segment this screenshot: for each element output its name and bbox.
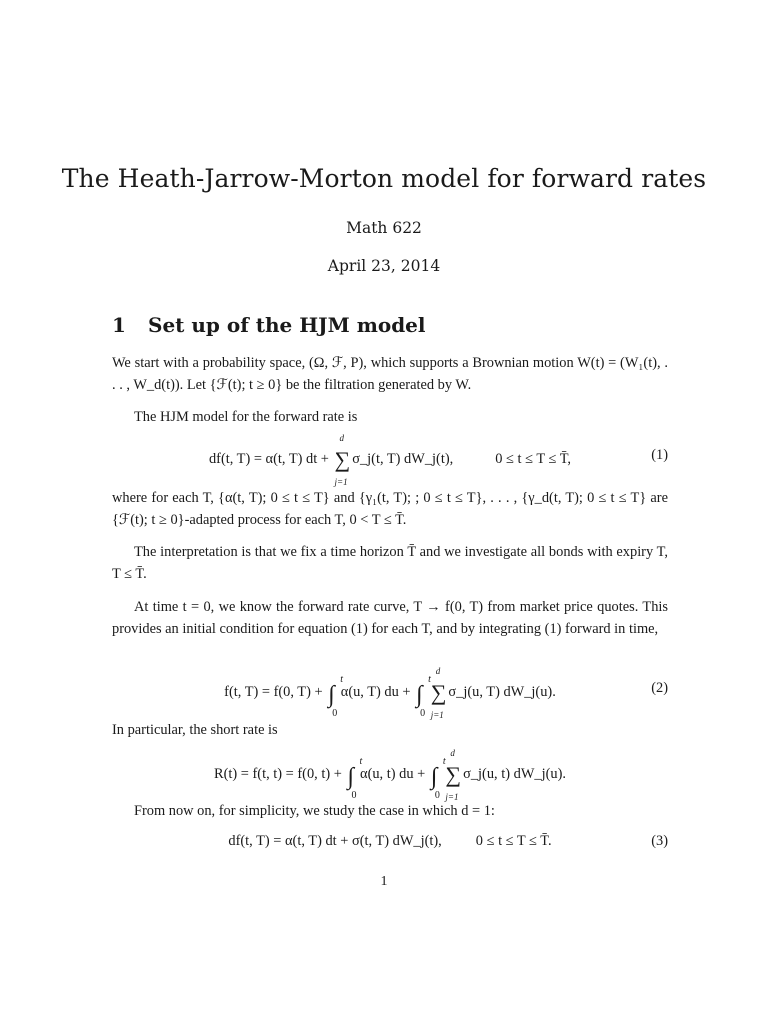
sum-symbol: ∑ d j=1 <box>445 748 462 802</box>
equation-3 <box>112 823 668 863</box>
equation-1 <box>112 433 668 487</box>
paper-author: Math 622 <box>346 219 422 237</box>
paragraph-simplification: From now on, for simplicity, we study the case in which d = 1: <box>134 803 495 819</box>
eq2-tag: (2) <box>651 680 668 696</box>
integral-symbol: ∫ t 0 <box>416 674 431 719</box>
page-number: 1 <box>380 874 388 889</box>
eq1-tag: (1) <box>651 447 668 463</box>
paragraph-intro: We start with a probability space, (Ω, ℱ, P), which supports a Brownian motion W(t) = (W₁(t), . . . , W_d(t)). Let {ℱ(t); t ≥ 0} be the filtration generated by W. <box>112 355 668 393</box>
equation-2 <box>112 666 668 720</box>
eq2-rhs: σ_j(u, T) dW_j(u). <box>448 684 556 700</box>
eq3-tag: (3) <box>651 833 668 849</box>
equation-short-rate <box>112 748 668 802</box>
paragraph-model-intro: The HJM model for the forward rate is <box>134 409 358 425</box>
section-title: Set up of the HJM model <box>148 313 426 337</box>
eq1-lhs: df(t, T) = α(t, T) dt + <box>208 451 333 467</box>
paragraph-forward-curve: At time t = 0, we know the forward rate curve, T → f(0, T) from market price quotes. This provides an initial condition for equation (1) for each T, and by integrating (1) forward in time, <box>112 599 668 637</box>
eq1-rhs: σ_j(t, T) dW_j(t), <box>352 451 454 467</box>
eq2-lhs: f(t, T) = f(0, T) + <box>224 684 327 700</box>
sum-symbol: ∑ d j=1 <box>430 666 447 720</box>
integral-symbol: ∫ t 0 <box>347 756 363 801</box>
section-number: 1 <box>112 313 126 337</box>
sum-symbol: ∑ d j=1 <box>334 433 351 487</box>
integral-symbol: ∫ t 0 <box>430 756 446 801</box>
integral-symbol: ∫ t 0 <box>328 674 343 719</box>
section-heading <box>112 313 426 337</box>
eq2-mid: α(u, T) du + <box>340 684 415 700</box>
eq3-mid: α(u, t) du + <box>360 766 429 782</box>
paragraph-adapted: where for each T, {α(t, T); 0 ≤ t ≤ T} and {γ₁(t, T); ; 0 ≤ t ≤ T}, . . . , {γ_d(t, T); 0 ≤ t ≤ T} are {ℱ(t); t ≥ 0}-adapted process for each T, 0 < T ≤ T̄. <box>112 490 668 528</box>
eq1-condition: 0 ≤ t ≤ T ≤ T̄, <box>495 451 572 467</box>
paper-title: The Heath-Jarrow-Morton model for forward rates <box>61 164 707 193</box>
paper-date: April 23, 2014 <box>327 257 441 275</box>
paragraph-short-rate: In particular, the short rate is <box>112 722 278 738</box>
eq3-lhs: R(t) = f(t, t) = f(0, t) + <box>214 766 346 782</box>
eq4-body: df(t, T) = α(t, T) dt + σ(t, T) dW_j(t), <box>228 833 442 849</box>
paragraph-interpretation: The interpretation is that we fix a time horizon T̄ and we investigate all bonds with expiry T, T ≤ T̄. <box>112 544 668 582</box>
eq3-rhs: σ_j(u, t) dW_j(u). <box>463 766 566 782</box>
eq4-condition: 0 ≤ t ≤ T ≤ T̄. <box>475 833 552 849</box>
